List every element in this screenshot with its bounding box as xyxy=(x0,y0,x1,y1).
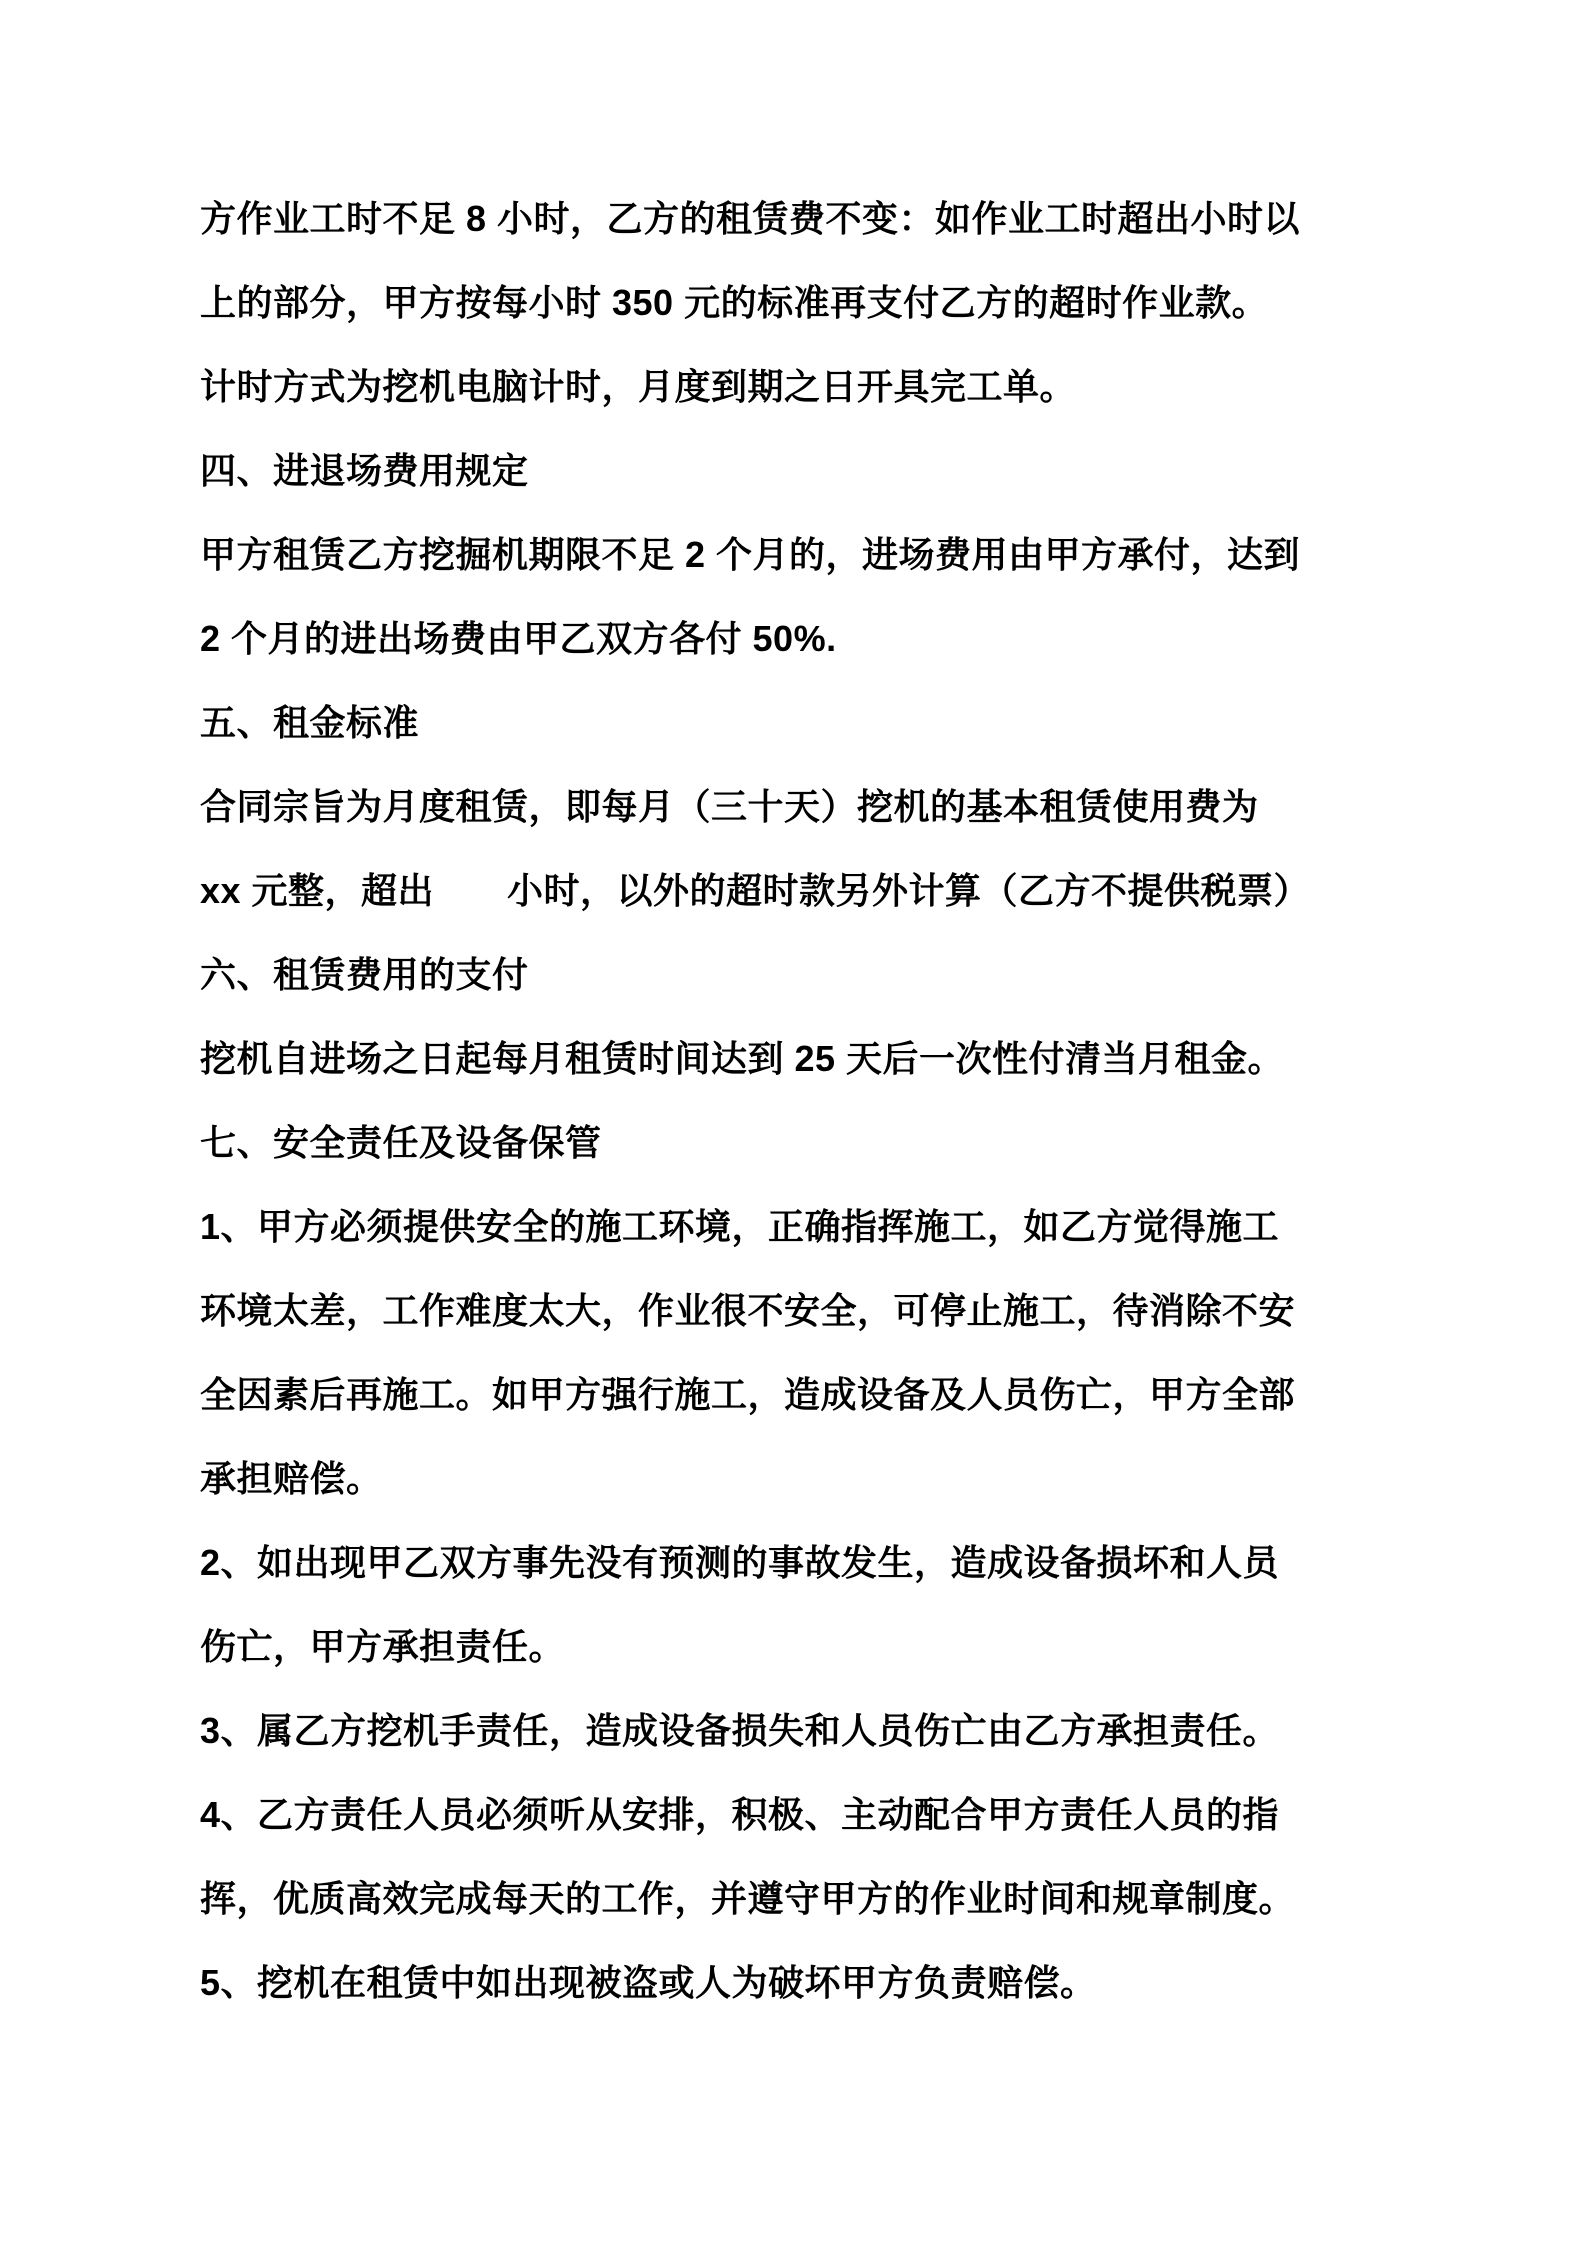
contract-line-mobilization-2: 2 个月的进出场费由甲乙双方各付 50%. xyxy=(200,618,837,659)
contract-line-safety-4a: 4、乙方责任人员必须听从安排，积极、主动配合甲方责任人员的指 xyxy=(200,1794,1280,1835)
contract-line-payment: 挖机自进场之日起每月租赁时间达到 25 天后一次性付清当月租金。 xyxy=(200,1038,1285,1079)
contract-line-safety-5: 5、挖机在租赁中如出现被盗或人为破坏甲方负责赔偿。 xyxy=(200,1962,1097,2003)
contract-line-safety-1d: 承担赔偿。 xyxy=(200,1458,383,1499)
contract-line-safety-4b: 挥，优质高效完成每天的工作，并遵守甲方的作业时间和规章制度。 xyxy=(200,1878,1296,1919)
contract-body xyxy=(200,177,1530,2025)
contract-line-mobilization-1: 甲方租赁乙方挖掘机期限不足 2 个月的，进场费用由甲方承付，达到 xyxy=(200,534,1301,575)
contract-line-safety-2b: 伤亡，甲方承担责任。 xyxy=(200,1626,566,1667)
contract-line-safety-1b: 环境太差，工作难度太大，作业很不安全，可停止施工，待消除不安 xyxy=(200,1290,1296,1331)
section-heading-5-rent-standard: 五、租金标准 xyxy=(200,702,420,743)
contract-line-rent-1: 合同宗旨为月度租赁，即每月（三十天）挖机的基本租赁使用费为 xyxy=(200,786,1259,827)
contract-line-safety-2a: 2、如出现甲乙双方事先没有预测的事故发生，造成设备损坏和人员 xyxy=(200,1542,1280,1583)
contract-line-overtime-2: 上的部分，甲方按每小时 350 元的标准再支付乙方的超时作业款。 xyxy=(200,282,1269,323)
contract-line-safety-1c: 全因素后再施工。如甲方强行施工，造成设备及人员伤亡，甲方全部 xyxy=(200,1374,1296,1415)
section-heading-4-mobilization: 四、进退场费用规定 xyxy=(200,450,529,491)
contract-line-safety-1a: 1、甲方必须提供安全的施工环境，正确指挥施工，如乙方觉得施工 xyxy=(200,1206,1280,1247)
contract-line-overtime-1: 方作业工时不足 8 小时，乙方的租赁费不变：如作业工时超出小时以 xyxy=(200,198,1301,239)
contract-line-rent-2: xx 元整，超出 小时，以外的超时款另外计算（乙方不提供税票） xyxy=(200,870,1311,911)
section-heading-7-safety: 七、安全责任及设备保管 xyxy=(200,1122,602,1163)
section-heading-6-payment: 六、租赁费用的支付 xyxy=(200,954,529,995)
contract-line-timing: 计时方式为挖机电脑计时，月度到期之日开具完工单。 xyxy=(200,366,1077,407)
contract-line-safety-3: 3、属乙方挖机手责任，造成设备损失和人员伤亡由乙方承担责任。 xyxy=(200,1710,1280,1751)
